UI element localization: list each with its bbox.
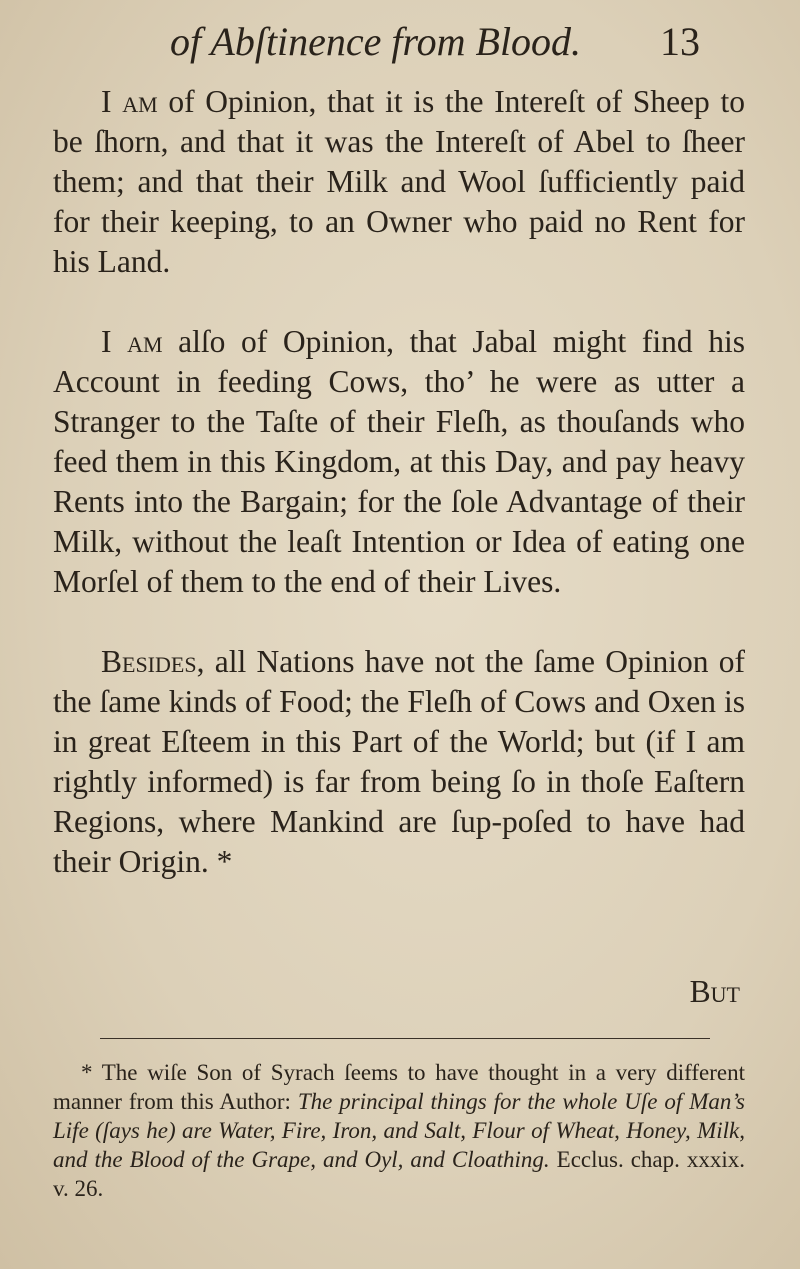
paragraph-lead: I am — [101, 324, 163, 359]
footnote-rule — [100, 1038, 710, 1039]
page-number: 13 — [660, 19, 700, 64]
footnote-citation: Ecclus. chap. xxxix. v. 26. — [53, 1147, 746, 1201]
paragraph-lead: I am — [101, 84, 158, 119]
paragraph-text: alſo of Opinion, that Jabal might find his Account in feeding Cows, tho’ he were as utter a Stranger to the Taſte of their Fleſh, as thouſands who feed them in this Kingdom, at this Day, and pay heavy Rents into the Bargain; for the ſole Advantage of their Milk, without the leaſt Intention or Idea of eating one Morſel of them to the end of their Lives. — [53, 324, 745, 599]
running-title: of Abſtinence from Blood. — [170, 19, 582, 64]
running-head — [170, 18, 700, 78]
paragraph-jabal — [53, 322, 745, 602]
body-text — [53, 82, 745, 882]
paragraph-sheep — [53, 82, 745, 282]
footnote-intro: * The wiſe Son of Syrach ſeems to have thought in a very different manner from this Author: — [53, 1060, 745, 1114]
paragraph-text: all Nations have not the ſame Opinion of the ſame kinds of Food; the Fleſh of Cows and Oxen is in great Eſteem in this Part of the World; but (if I am rightly informed) is far from being ſo in thoſe Eaſtern Regions, where Mankind are ſup-poſed to have had their Origin. * — [53, 644, 745, 879]
paragraph-text: of Opinion, that it is the Intereſt of Sheep to be ſhorn, and that it was the Intereſt of Abel to ſheer them; and that their Milk and Wool ſufficiently paid for their keeping, to an Owner who paid no Rent for his Land. — [53, 84, 745, 279]
paragraph-lead: Besides, — [101, 644, 205, 679]
footnote-quote: The principal things for the whole Uſe of Man’s Life (ſays he) are Water, Fire, Iron, and Salt, Flour of Wheat, Honey, Milk, and the Blood of the Grape, and Oyl, and Cloathing. — [53, 1089, 745, 1172]
footnote — [53, 1058, 745, 1203]
catchword: But — [689, 974, 740, 1009]
paragraph-nations — [53, 642, 745, 882]
